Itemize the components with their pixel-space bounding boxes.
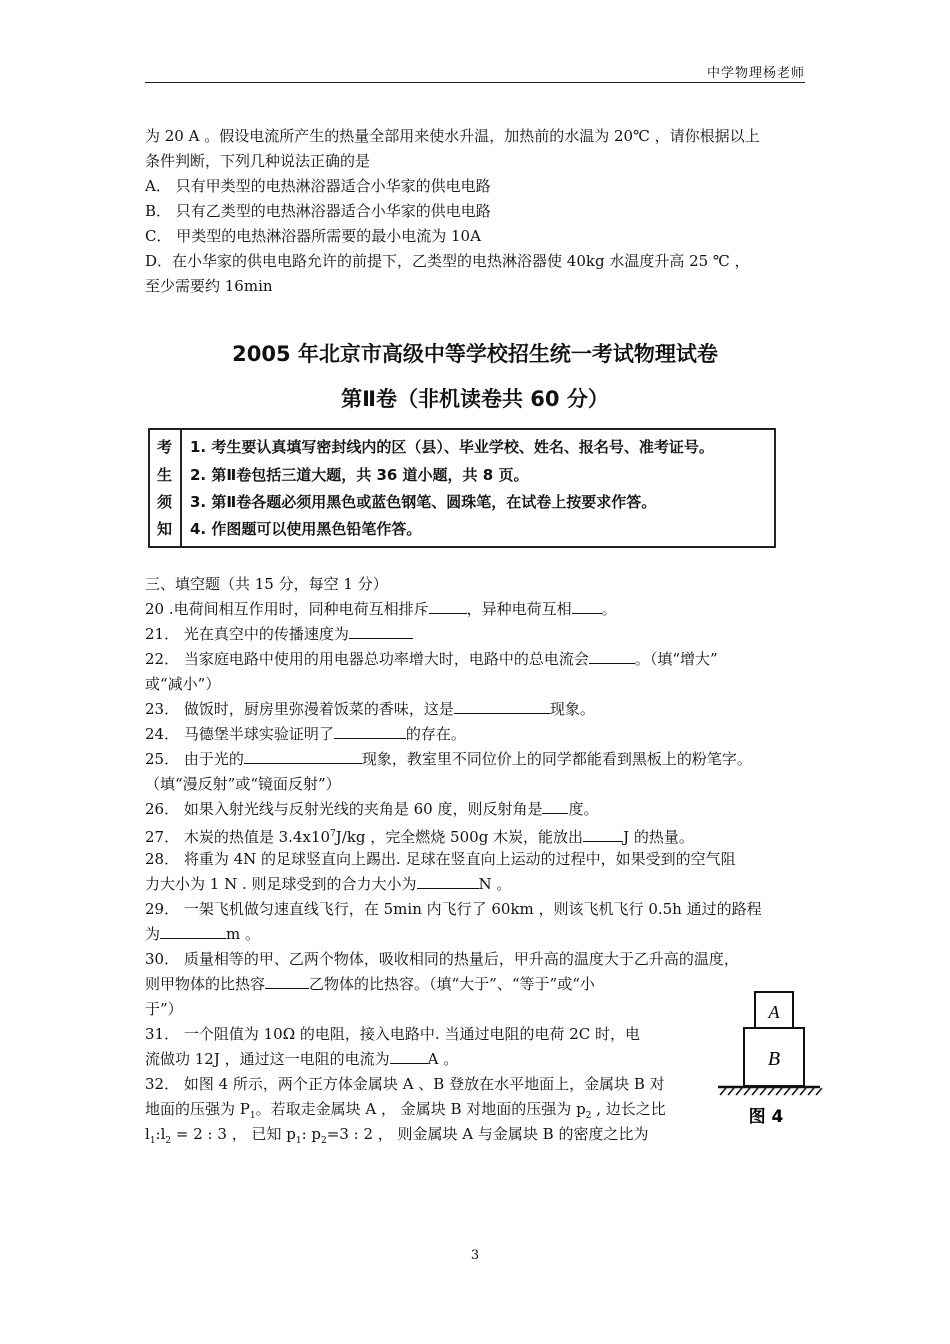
question-30: 30． 质量相等的甲、乙两个物体，吸收相同的热量后，甲升高的温度大于乙升高的温度， — [145, 950, 739, 968]
notice-char: 知 — [157, 520, 173, 538]
notice-char: 生 — [157, 466, 173, 484]
text-line: 条件判断，下列几种说法正确的是 — [145, 152, 371, 170]
answer-blank[interactable] — [429, 599, 467, 614]
answer-blank[interactable] — [589, 649, 635, 664]
question-32-cont2: $l_1:l_2 = 2$ : 3 ， 已知 $p_1$: $p_2=3$ : 2 ， 则金属块 A 与金属块 B 的密度之比为 — [145, 1125, 649, 1146]
answer-blank[interactable] — [390, 1049, 428, 1064]
question-23: 23． 做饭时，厨房里弥漫着饭菜的香味，这是 现象。 — [145, 700, 595, 718]
answer-blank[interactable] — [454, 699, 550, 714]
notice-box — [148, 428, 776, 548]
answer-blank[interactable] — [572, 599, 602, 614]
question-22-cont: 或“减小”） — [145, 675, 221, 693]
figure-4 — [712, 986, 824, 1132]
question-26: 26． 如果入射光线与反射光线的夹角是 60 度，则反射角是 度。 — [145, 800, 599, 818]
text-line: 至少需要约 16min — [145, 277, 273, 295]
header-rule — [145, 82, 805, 83]
block-b-label: B — [767, 1048, 781, 1070]
question-32: 32． 如图 4 所示，两个正方体金属块 A 、B 登放在水平地面上，金属块 B 对 — [145, 1075, 665, 1093]
notice-char: 须 — [157, 493, 173, 511]
figure-caption: 图 4 — [748, 1107, 784, 1127]
ground-hatch — [720, 1088, 822, 1095]
option-a: A． 只有甲类型的电热淋浴器适合小华家的供电电路 — [145, 177, 491, 195]
text-line: 为 20 A 。假设电流所产生的热量全部用来使水升温，加热前的水温为 20℃ ，请你根据以上 — [145, 127, 760, 145]
question-30-cont: 则甲物体的比热容 乙物体的比热容。（填“大于”、“等于”或“小 — [145, 975, 595, 993]
option-b: B． 只有乙类型的电热淋浴器适合小华家的供电电路 — [145, 202, 491, 220]
notice-char: 考 — [157, 438, 173, 456]
answer-blank[interactable] — [244, 749, 362, 764]
question-31: 31． 一个阻值为 10Ω 的电阻，接入电路中. 当通过电阻的电荷 2C 时，电 — [145, 1025, 641, 1043]
option-d: D．在小华家的供电电路允许的前提下，乙类型的电热淋浴器使 40kg 水温度升高 25 ℃ ， — [145, 252, 750, 270]
question-24: 24． 马德堡半球实验证明了 的存在。 — [145, 725, 466, 743]
question-31-cont: 流做功 12J ，通过这一电阻的电流为 A 。 — [145, 1050, 459, 1068]
question-20: 20 .电荷间相互作用时，同种电荷互相排斥 ，异种电荷互相 。 — [145, 600, 617, 618]
answer-blank[interactable] — [334, 724, 406, 739]
exam-subtitle: 第Ⅱ卷（非机读卷共 60 分） — [341, 387, 609, 411]
answer-blank[interactable] — [417, 874, 479, 889]
question-29-cont: 为 m 。 — [145, 925, 261, 943]
question-29: 29． 一架飞机做匀速直线飞行，在 5min 内飞行了 60km ，则该飞机飞行 0.5h 通过的路程 — [145, 900, 762, 918]
question-25-cont: （填“漫反射”或“镜面反射”） — [145, 775, 341, 793]
page-number: 3 — [470, 1248, 480, 1263]
notice-item: 4. 作图题可以使用黑色铅笔作答。 — [190, 520, 422, 538]
question-27: 27． 木炭的热值是 $3.4x10^7J/kg$ ，完全燃烧 500g 木炭，能放出 J 的热量。 — [145, 828, 694, 846]
question-21: 21． 光在真空中的传播速度为 — [145, 624, 413, 644]
answer-blank[interactable] — [160, 924, 226, 939]
question-28: 28． 将重为 4N 的足球竖直向上踢出. 足球在竖直向上运动的过程中，如果受到的空气阻 — [145, 850, 736, 868]
header-text: 中学物理杨老师 — [706, 66, 805, 81]
question-30-cont2: 于”） — [145, 1000, 183, 1018]
answer-blank[interactable] — [265, 974, 309, 989]
exam-title: 2005 年北京市高级中等学校招生统一考试物理试卷 — [232, 342, 718, 366]
notice-item: 1. 考生要认真填写密封线内的区（县）、毕业学校、姓名、报名号、准考证号。 — [190, 438, 714, 456]
answer-blank[interactable] — [583, 827, 623, 842]
option-c: C． 甲类型的电热淋浴器所需要的最小电流为 10A — [145, 227, 481, 245]
question-32-cont: 地面的压强为 $P_1$。若取走金属块 A ， 金属块 B 对地面的压强为 $p_2$ , 边长之比 — [145, 1100, 666, 1121]
notice-label — [150, 430, 182, 546]
question-22: 22． 当家庭电路中使用的用电器总功率增大时，电路中的总电流会 。（填“增大” — [145, 650, 718, 668]
block-a-label: A — [768, 1002, 780, 1022]
answer-blank[interactable] — [542, 799, 568, 814]
notice-item: 2. 第Ⅱ卷包括三道大题，共 36 道小题，共 8 页。 — [190, 466, 529, 484]
answer-blank[interactable] — [349, 624, 413, 639]
section-heading: 三、填空题（共 15 分，每空 1 分） — [145, 575, 388, 593]
notice-item: 3. 第Ⅱ卷各题必须用黑色或蓝色钢笔、圆珠笔，在试卷上按要求作答。 — [190, 493, 657, 511]
question-28-cont: 力大小为 1 N . 则足球受到的合力大小为 N 。 — [145, 875, 512, 893]
question-25: 25． 由于光的 现象，教室里不同位价上的同学都能看到黑板上的粉笔字。 — [145, 750, 752, 768]
